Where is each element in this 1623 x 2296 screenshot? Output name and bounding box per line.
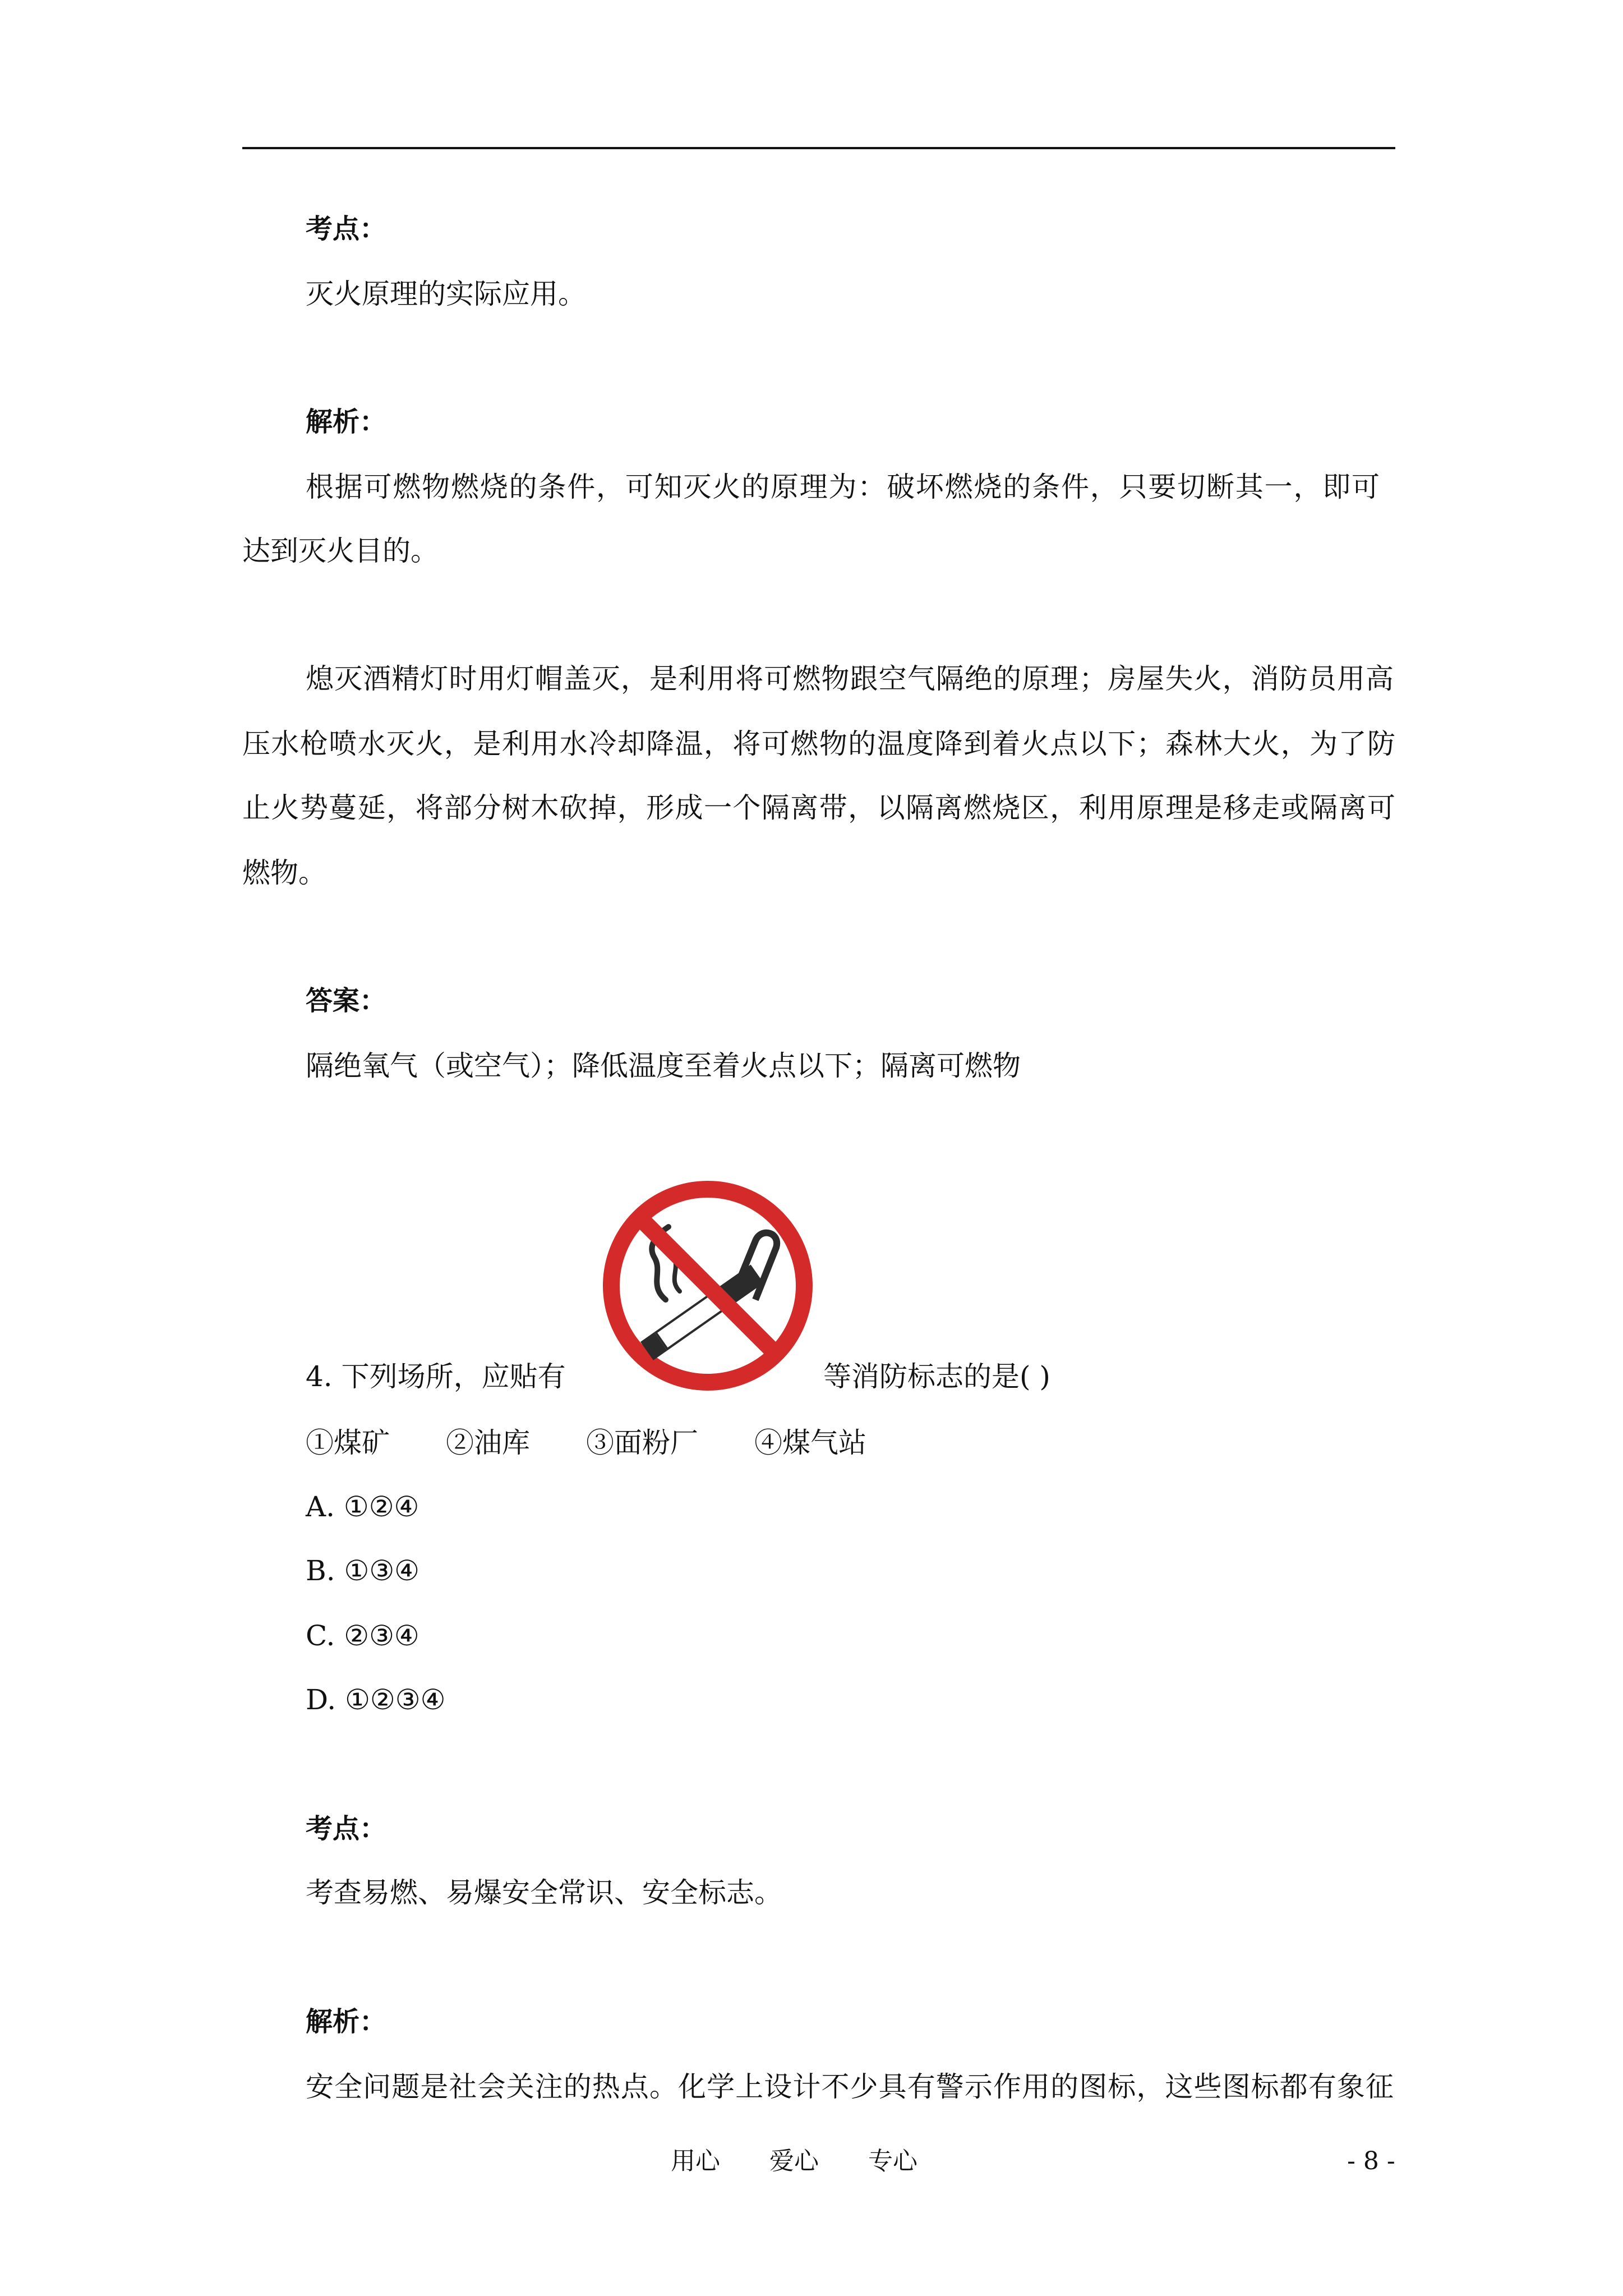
analysis-paragraph-line: 压水枪喷水灭火，是利用水冷却降温，将可燃物的温度降到着火点以下；森林大火，为了防 [242,728,1395,760]
footer-motto: 用心 爱心 专心 [671,2147,917,2175]
answer-heading: 答案： [306,985,387,1016]
answer-text: 隔绝氧气（或空气）；降低温度至着火点以下；隔离可燃物 [306,1050,1021,1082]
page-number: - 8 - [1347,2147,1395,2175]
analysis-paragraph-line: 根据可燃物燃烧的条件，可知灭火的原理为：破坏燃烧的条件，只要切断其一，即可 [306,471,1380,503]
question-stem-after: 等消防标志的是( ) [823,1360,1050,1393]
question-places: ①煤矿 ②油库 ③面粉厂 ④煤气站 [306,1427,866,1459]
header-rule [242,147,1395,149]
option-d: D. ①②③④ [306,1683,446,1716]
no-smoking-sign-icon [601,1179,814,1392]
analysis-heading: 解析： [306,2006,387,2037]
point-text: 灭火原理的实际应用。 [306,278,586,310]
option-c: C. ②③④ [306,1619,419,1652]
point-heading: 考点： [306,1813,387,1844]
point-text: 考查易燃、易爆安全常识、安全标志。 [306,1876,782,1909]
analysis-paragraph-line: 燃物。 [242,857,326,889]
analysis-paragraph-line: 止火势蔓延，将部分树木砍掉，形成一个隔离带，以隔离燃烧区，利用原理是移走或隔离可 [242,792,1395,824]
analysis-paragraph-line: 安全问题是社会关注的热点。化学上设计不少具有警示作用的图标，这些图标都有象征 [306,2070,1394,2103]
question-stem-before: 4. 下列场所，应贴有 [306,1360,566,1393]
point-heading: 考点： [306,213,387,245]
analysis-paragraph-line: 熄灭酒精灯时用灯帽盖灭，是利用将可燃物跟空气隔绝的原理；房屋失火，消防员用高 [306,662,1394,695]
analysis-heading: 解析： [306,406,387,438]
option-a: A. ①②④ [306,1490,419,1523]
option-b: B. ①③④ [306,1554,420,1587]
analysis-paragraph-line: 达到灭火目的。 [242,535,439,567]
